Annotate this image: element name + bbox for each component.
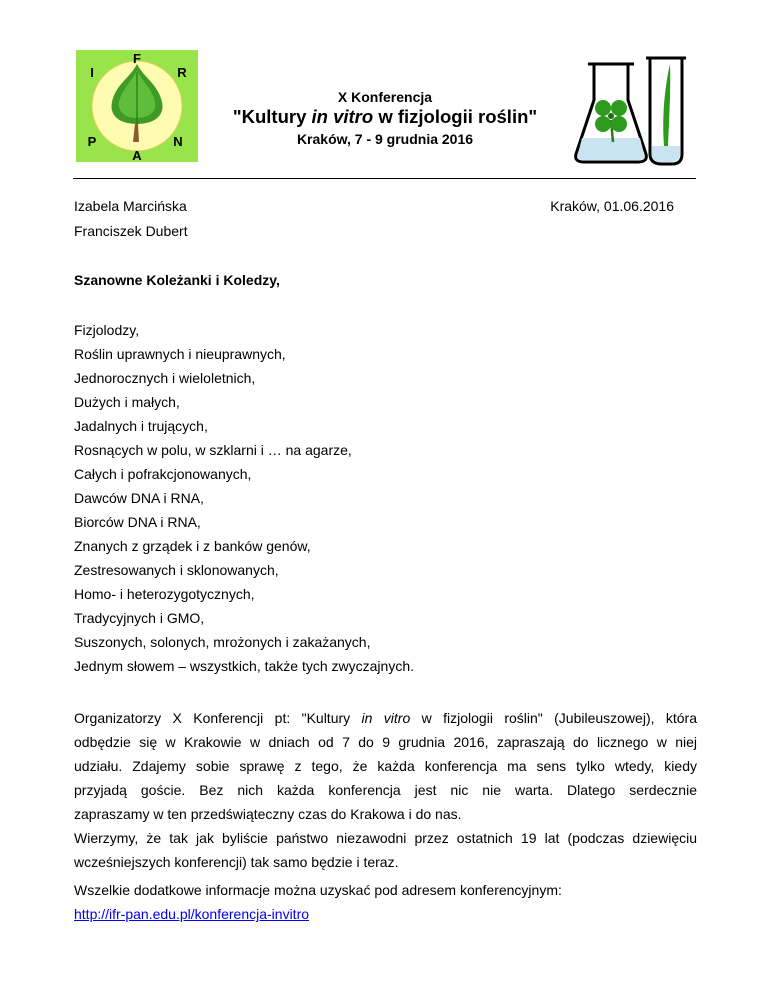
paragraph-line: zapraszamy w ten przedświąteczny czas do Krakowa i do nas. <box>74 806 462 822</box>
verse-line: Całych i pofrakcjonowanych, <box>74 466 252 482</box>
logo-letter-a: A <box>132 148 142 162</box>
verse-line: Fizjolodzy, <box>74 322 140 338</box>
verse-line: Jednym słowem – wszystkich, także tych zwyczajnych. <box>74 658 414 674</box>
header-divider <box>73 178 696 179</box>
logo-letter-n: N <box>173 134 183 149</box>
verse-line: Rosnących w polu, w szklarni i … na agarze, <box>74 442 352 458</box>
verse-line: Dużych i małych, <box>74 394 180 410</box>
info-line: Wszelkie dodatkowe informacje można uzyskać pod adresem konferencyjnym: <box>74 882 562 898</box>
conference-header <box>200 88 570 148</box>
logo-letter-r: R <box>177 65 187 80</box>
logo-letter-f: F <box>133 51 141 66</box>
conference-link[interactable]: http://ifr-pan.edu.pl/konferencja-invitro <box>74 906 310 922</box>
paragraph-line: odbędzie się w Krakowie w dniach od 7 do 9 grudnia 2016, zapraszają do licznego w niej <box>74 734 697 750</box>
verse-line: Roślin uprawnych i nieuprawnych, <box>74 346 286 362</box>
conference-dates: Kraków, 7 - 9 grudnia 2016 <box>296 131 474 147</box>
logo-letter-i: I <box>90 65 94 80</box>
paragraph-line: przyjadą goście. Bez nich każda konferencja jest nic nie warta. Dlatego serdecznie <box>74 782 697 798</box>
paragraph-line: Organizatorzy X Konferencji pt: "Kultury in vitro w fizjologii roślin" (Jubileuszowej), która <box>74 710 697 726</box>
ifr-pan-logo <box>76 50 198 162</box>
invitation-paragraph <box>74 706 697 826</box>
verse-line: Dawców DNA i RNA, <box>74 490 204 506</box>
verse-line: Jednorocznych i wieloletnich, <box>74 370 256 386</box>
verse-line: Tradycyjnych i GMO, <box>74 610 205 626</box>
trust-paragraph <box>74 826 697 874</box>
letter-place-date: Kraków, 01.06.2016 <box>550 198 674 214</box>
verse-line: Suszonych, solonych, mrożonych i zakażanych, <box>74 634 371 650</box>
conference-title: "Kultury in vitro w fizjologii roślin" <box>232 106 538 127</box>
logo-letter-p: P <box>87 134 97 149</box>
paragraph-line: udziału. Zdajemy sobie sprawę z tego, że każda konferencja ma sens tylko wtedy, kiedy <box>74 758 697 774</box>
verse-line: Homo- i heterozygotycznych, <box>74 586 255 602</box>
author-name: Izabela Marcińska <box>74 198 187 214</box>
conference-name: X Konferencja <box>337 89 433 105</box>
paragraph-line: wcześniejszych konferencji) tak samo będzie i teraz. <box>74 854 399 870</box>
paragraph-line: Wierzymy, że tak jak byliście państwo niezawodni przez ostatnich 19 lat (podczas dziewięciu <box>74 830 697 846</box>
salutation: Szanowne Koleżanki i Koledzy, <box>74 272 280 288</box>
verse-line: Znanych z grządek i z banków genów, <box>74 538 311 554</box>
lab-flask-illustration <box>572 50 688 168</box>
verse-line: Biorców DNA i RNA, <box>74 514 201 530</box>
author-name: Franciszek Dubert <box>74 223 188 239</box>
verse-line: Jadalnych i trujących, <box>74 418 208 434</box>
verse-line: Zestresowanych i sklonowanych, <box>74 562 279 578</box>
